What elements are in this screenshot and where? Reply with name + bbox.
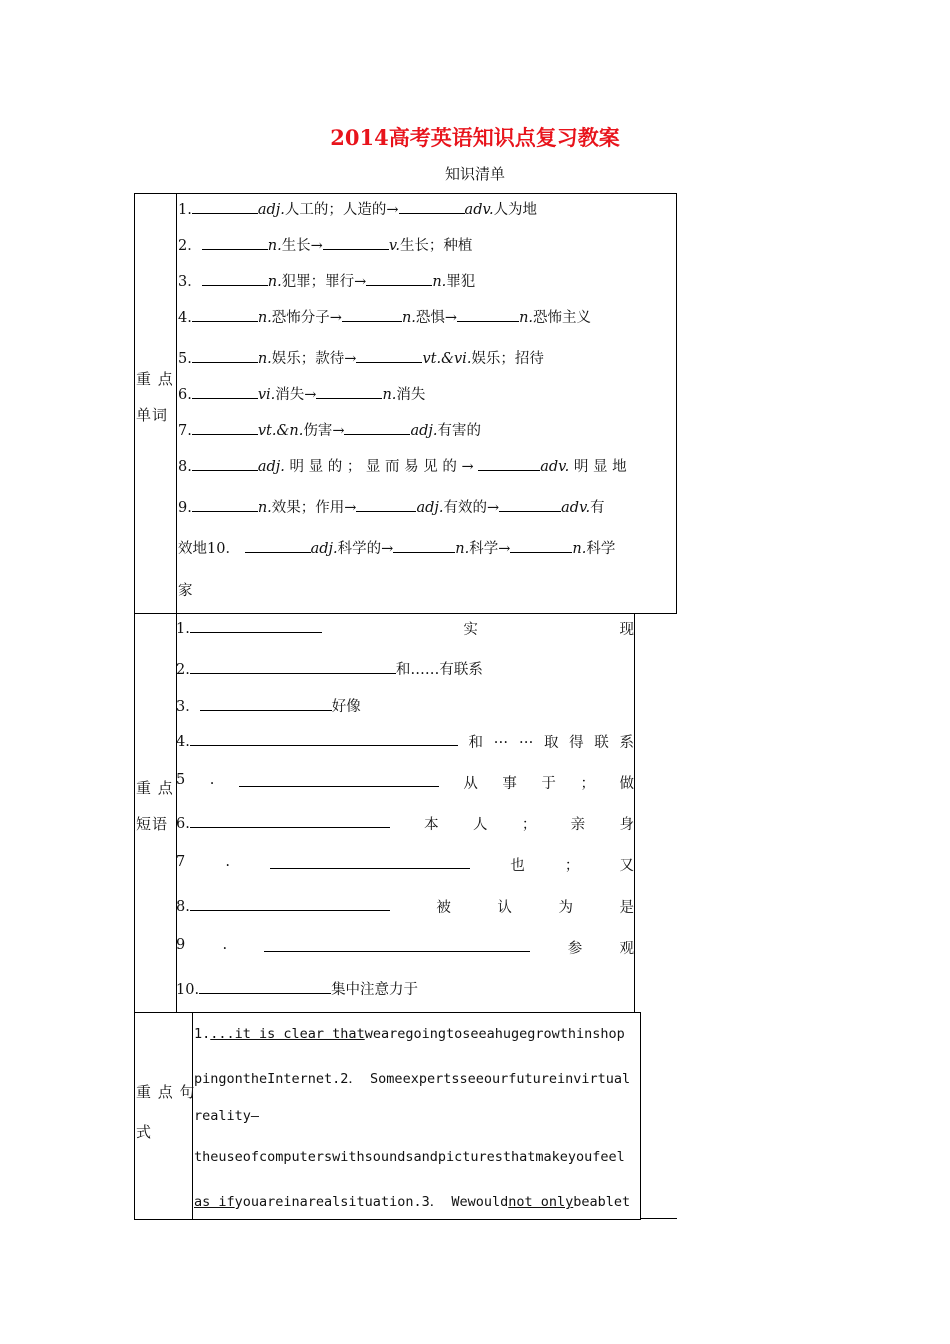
answer-blank[interactable] (366, 271, 432, 286)
answer-blank[interactable] (356, 497, 416, 512)
phrase-item-7: 7 . 也 ； 又 (176, 854, 634, 874)
answer-blank[interactable] (190, 731, 458, 746)
phrase-item-10: 10. 集中注意力于 (176, 978, 418, 999)
answer-blank[interactable] (202, 235, 268, 250)
answer-blank[interactable] (393, 538, 455, 553)
phrase-item-3: 3． 好像 (176, 695, 361, 716)
answer-blank[interactable] (192, 497, 258, 512)
word-item-6: 6. vi.消失→ n.消失 (178, 383, 425, 404)
sentence-line-2: pingontheInternet.2． Someexpertsseeourfutureinvirtual (194, 1071, 631, 1087)
answer-blank[interactable] (190, 659, 396, 674)
answer-blank[interactable] (356, 348, 422, 363)
answer-blank[interactable] (344, 420, 410, 435)
phrase-item-2: 2. 和……有联系 (176, 658, 483, 679)
word-item-10: 效地10． adj.科学的→ n.科学→ n.科学 (178, 537, 615, 558)
phrases-section-label (136, 770, 174, 842)
word-item-1: 1. adj.人工的；人造的→ adv.人为地 (178, 198, 537, 219)
answer-blank[interactable] (202, 271, 268, 286)
answer-blank[interactable] (192, 199, 258, 214)
words-section-label (136, 361, 174, 433)
word-item-5: 5. n.娱乐；款待→ vt.&vi.娱乐；招待 (178, 347, 544, 368)
phrases-label-line1: 重 点 (136, 779, 174, 797)
phrase-item-4: 4. 和 … … 取 得 联 系 (176, 731, 634, 751)
phrase-item-6: 6. 本 人 ； 亲 身 (176, 813, 634, 834)
answer-blank[interactable] (499, 497, 561, 512)
word-item-7: 7. vt.&n.伤害→ adj.有害的 (178, 419, 481, 440)
answer-blank[interactable] (239, 772, 439, 787)
sentence-line-3: reality— (194, 1108, 260, 1124)
answer-blank[interactable] (323, 235, 389, 250)
page-title: 2014高考英语知识点复习教案 (330, 125, 620, 150)
sentences-section-label (136, 1072, 196, 1152)
sentence-line-5: as ifyouareinarealsituation.3． Wewouldnot onlybeablet (194, 1194, 631, 1210)
sentences-label-line2: 式 (136, 1123, 153, 1141)
words-label-line1: 重 点 (136, 370, 174, 388)
word-item-4: 4. n.恐怖分子→ n.恐惧→ n.恐怖主义 (178, 306, 591, 327)
answer-blank[interactable] (190, 618, 322, 633)
words-label-line2: 单词 (136, 406, 169, 424)
answer-blank[interactable] (190, 896, 390, 911)
phrases-label-line2: 短语 (136, 815, 169, 833)
answer-blank[interactable] (510, 538, 572, 553)
answer-blank[interactable] (192, 456, 258, 471)
answer-blank[interactable] (199, 979, 331, 994)
page-subtitle: 知识清单 (444, 165, 505, 183)
answer-blank[interactable] (270, 854, 470, 869)
answer-blank[interactable] (478, 456, 540, 471)
word-item-3: 3． n.犯罪；罪行→ n.罪犯 (178, 270, 475, 291)
sentences-label-line1: 重 点 句 (136, 1083, 196, 1101)
word-item-10-continued: 家 (178, 583, 193, 599)
phrase-item-9: 9 . 参 观 (176, 937, 634, 957)
answer-blank[interactable] (190, 813, 390, 828)
word-item-8: 8. adj. 明 显 的 ； 显 而 易 见 的 → adv. 明 显 地 (178, 455, 627, 476)
phrase-item-8: 8. 被 认 为 是 (176, 896, 634, 917)
answer-blank[interactable] (399, 199, 465, 214)
answer-blank[interactable] (245, 538, 311, 553)
answer-blank[interactable] (192, 420, 258, 435)
answer-blank[interactable] (192, 384, 258, 399)
answer-blank[interactable] (192, 307, 258, 322)
answer-blank[interactable] (200, 696, 332, 711)
sentence-line-4: theuseofcomputerswithsoundsandpicturesthatmakeyoufeel (194, 1149, 625, 1165)
word-item-9: 9. n.效果；作用→ adj.有效的→ adv.有 (178, 496, 605, 517)
sentences-bottom-rule (641, 1218, 677, 1219)
phrase-item-1: 1. 实 现 (176, 618, 634, 639)
answer-blank[interactable] (264, 937, 530, 952)
answer-blank[interactable] (316, 384, 382, 399)
phrase-item-5: 5 . 从 事 于 ； 做 (176, 772, 634, 792)
answer-blank[interactable] (192, 348, 258, 363)
word-item-2: 2． n.生长→ v.生长；种植 (178, 234, 472, 255)
words-divider (176, 193, 177, 614)
answer-blank[interactable] (342, 307, 402, 322)
answer-blank[interactable] (457, 307, 519, 322)
sentence-line-1: 1....it is clear thatwearegoingtoseeahugegrowthinshop (194, 1026, 625, 1042)
